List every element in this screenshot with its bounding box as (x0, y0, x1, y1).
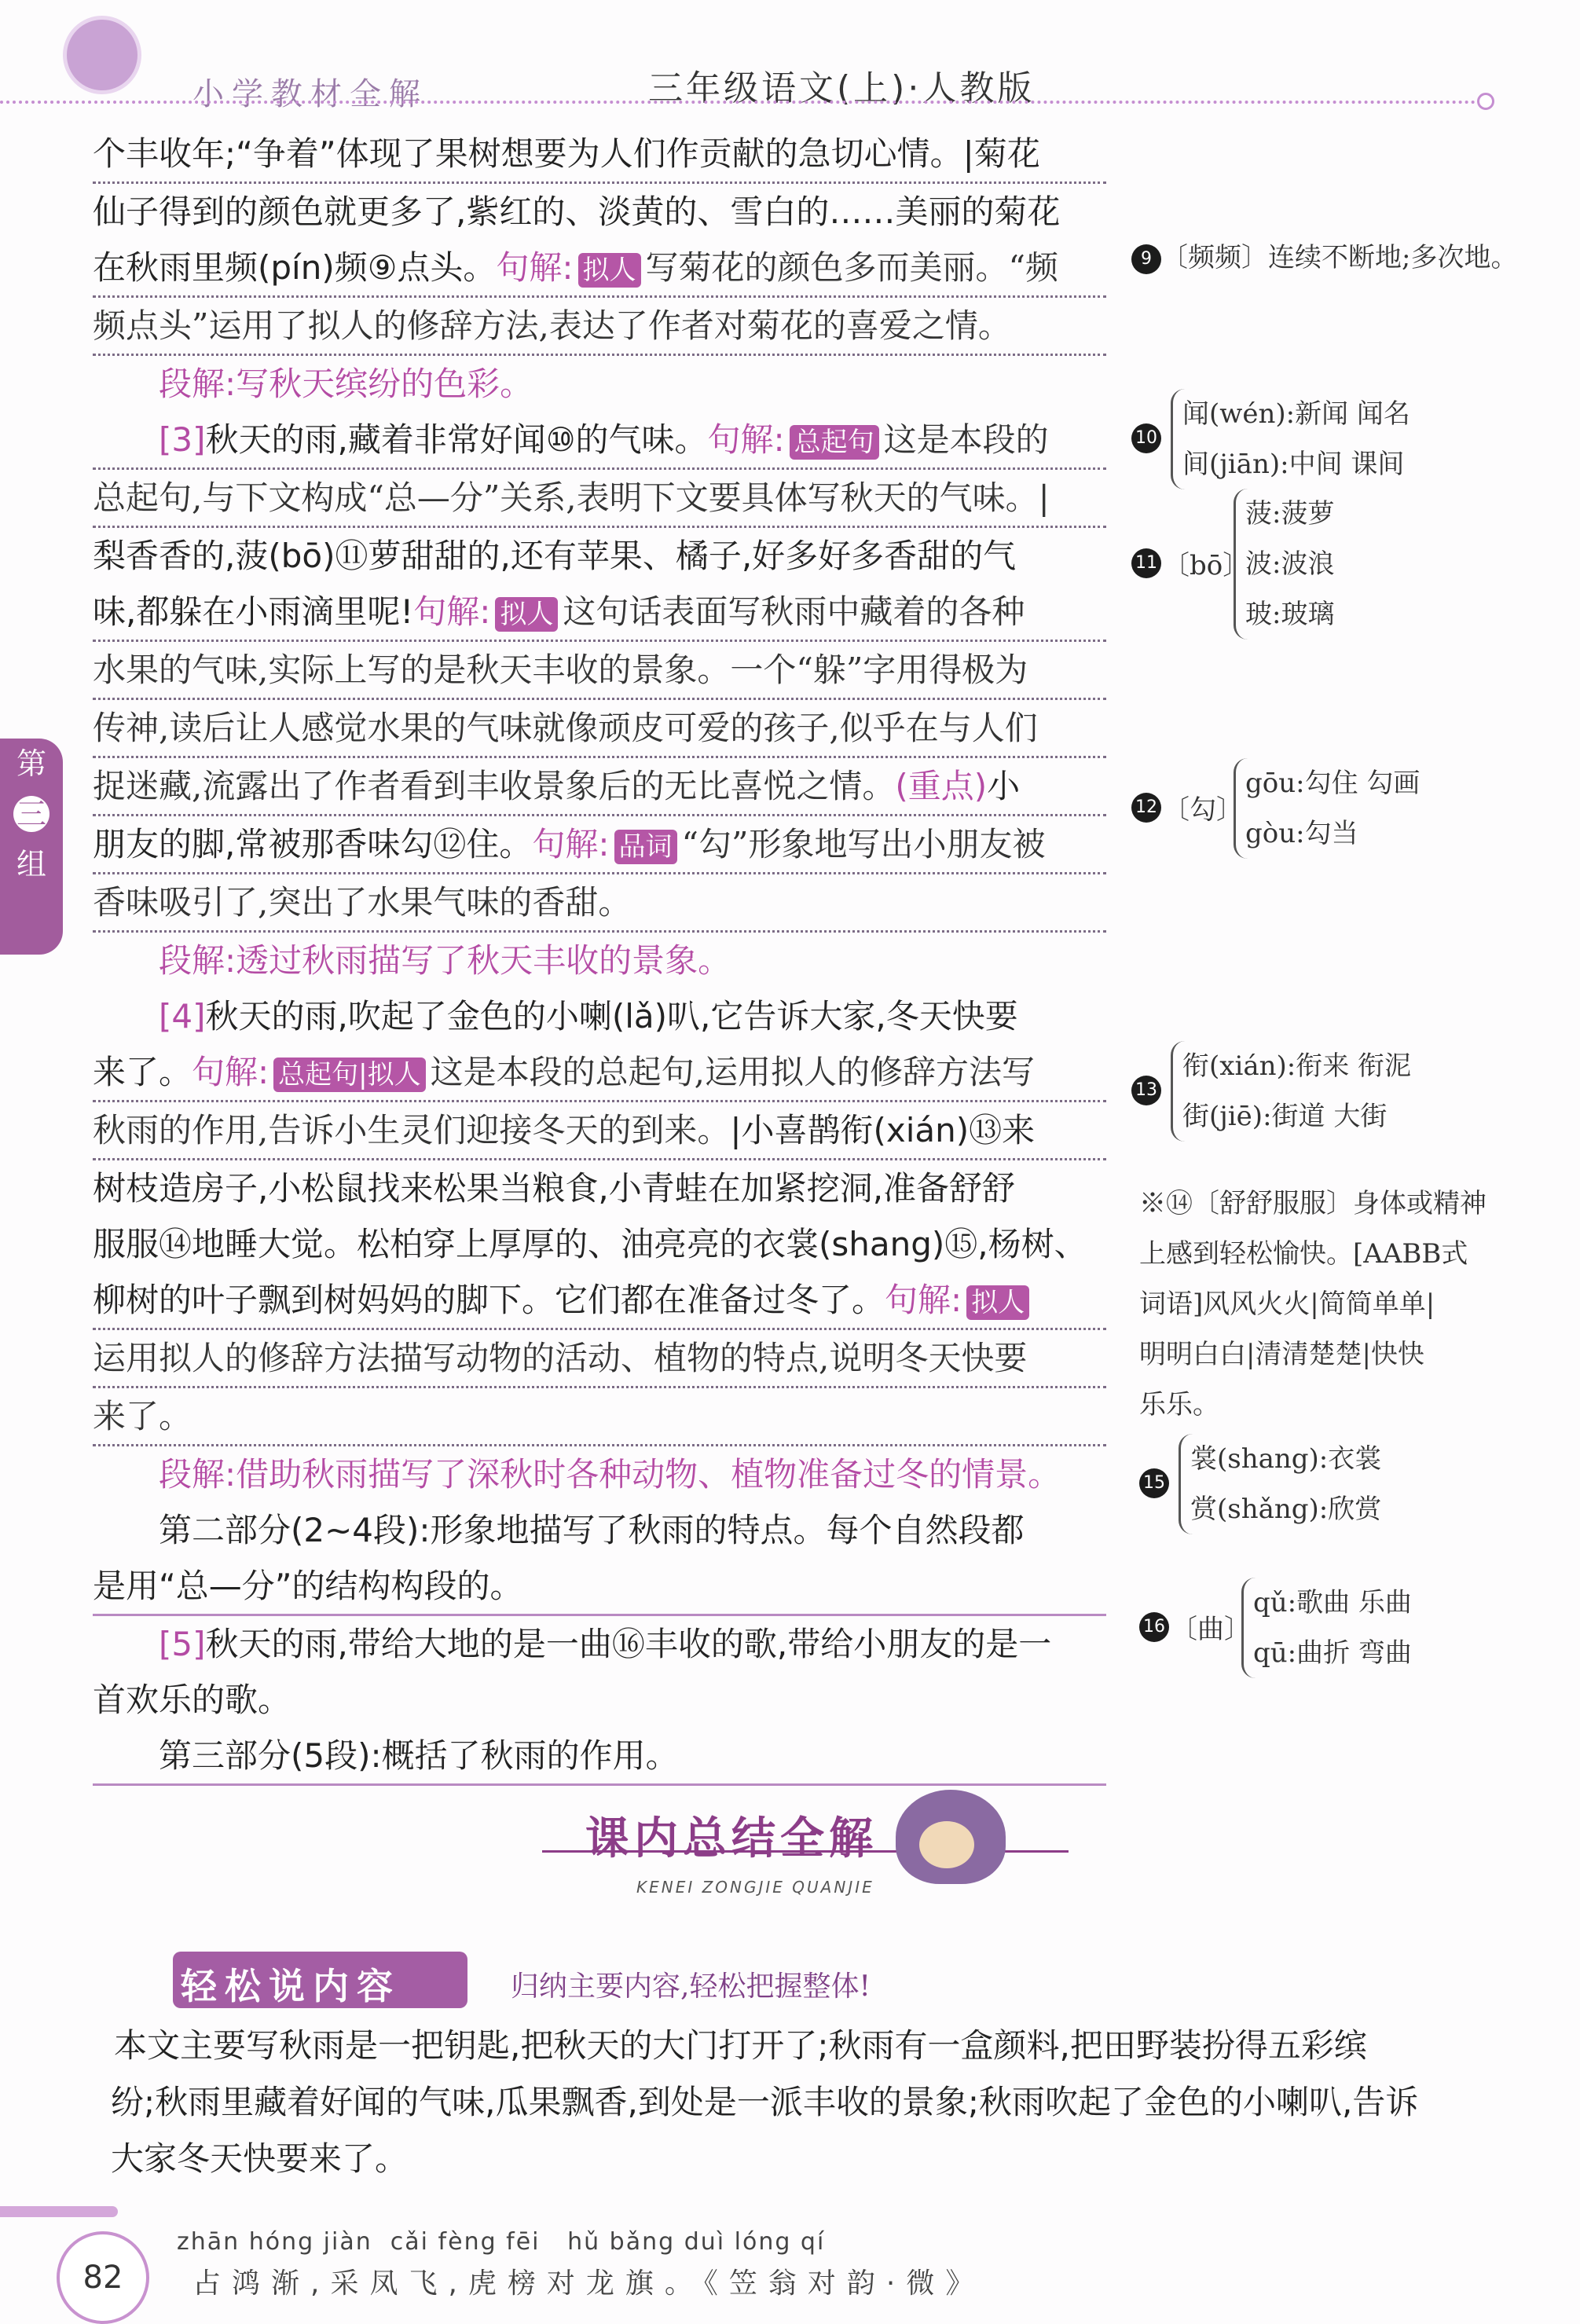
unit-tab-top: 第 (16, 746, 46, 781)
section-banner-subtitle: KENEI ZONGJIE QUANJIE (636, 1878, 874, 1897)
text-segment: 服服⑭地睡大觉。松柏穿上厚厚的、油亮亮的衣裳(shang)⑮,杨树、 (93, 1225, 1087, 1263)
text-segment: 个丰收年;“争着”体现了果树想要为人们作贡献的急切心情。|菊花 (93, 134, 1040, 173)
note-line: 闻(wén):新闻 闻名 (1182, 398, 1410, 430)
unit-tab-bottom: 组 (16, 847, 46, 882)
text-segment: 树枝造房子,小松鼠找来松果当粮食,小青蛙在加紧挖洞,准备舒舒 (93, 1169, 1016, 1208)
footer-couplet: 占鸿渐,采凤飞,虎榜对龙旗。《笠翁对韵·微》 (192, 2267, 985, 2300)
note-13 (1131, 1041, 1411, 1142)
section-banner-title: 课内总结全解 (585, 1813, 878, 1864)
note-number: 15 (1139, 1468, 1169, 1498)
annotation-label: 句解: (532, 825, 610, 863)
text-line (93, 700, 1106, 758)
annotation-tag: 拟人 (578, 253, 641, 288)
text-line (93, 816, 1106, 874)
text-segment: 这是本段的总起句,运用拟人的修辞方法写 (430, 1053, 1035, 1091)
note-15 (1139, 1434, 1381, 1534)
text-segment: 来了。 (93, 1053, 192, 1091)
text-segment: 是用“总—分”的结构构段的。 (93, 1567, 523, 1605)
text-line (93, 1728, 1106, 1786)
text-segment: 秋天的雨,带给大地的是一曲⑯丰收的歌,带给小朋友的是一 (205, 1625, 1052, 1663)
annotation-label: 句解: (707, 420, 785, 459)
text-line (93, 1558, 1106, 1616)
summary-paragraph (111, 2018, 1497, 2187)
book-grade-title: 三年级语文(上)·人教版 (648, 68, 1036, 108)
note-number: 12 (1131, 793, 1161, 823)
text-segment: 秋天的雨,吹起了金色的小喇(lǎ)叭,它告诉大家,冬天快要 (205, 997, 1018, 1036)
annotation-label: 段解:透过秋雨描写了秋天丰收的景象。 (159, 941, 731, 980)
note-label: 〔勾〕 (1163, 794, 1243, 826)
text-line (93, 1672, 1106, 1728)
text-line (93, 356, 1106, 412)
text-line (93, 528, 1106, 584)
note-line: 裳(shang):衣裳 (1190, 1443, 1382, 1475)
text-line (93, 470, 1106, 528)
text-segment: 秋雨的作用,告诉小生灵们迎接冬天的到来。 (93, 1111, 731, 1149)
speak-note: 归纳主要内容,轻松把握整体! (511, 1970, 871, 2003)
text-line (93, 126, 1106, 184)
note-line: 街(jiē):街道 大街 (1182, 1101, 1388, 1132)
annotation-label: [5] (159, 1625, 206, 1663)
annotation-label: (重点) (895, 767, 988, 805)
text-line (93, 298, 1106, 356)
note-16 (1139, 1578, 1412, 1678)
note-line: 间(jiān):中间 课间 (1182, 449, 1405, 480)
annotation-label: [4] (159, 997, 206, 1036)
text-line (93, 1502, 1106, 1558)
text-segment: 水果的气味,实际上写的是秋天丰收的景象。一个“躲”字用得极为 (93, 651, 1028, 689)
text-segment: 香味吸引了,突出了水果气味的香甜。 (93, 883, 632, 922)
annotation-label: [3] (159, 420, 206, 459)
note-line: gòu:勾当 (1245, 818, 1358, 849)
text-segment: 仙子得到的颜色就更多了,紫红的、淡黄的、雪白的……美丽的菊花 (93, 192, 1061, 231)
header-dot (1477, 93, 1494, 110)
annotation-tag: 总起句 (790, 425, 879, 460)
annotation-tag: 拟人 (495, 597, 558, 632)
annotation-label: 句解: (496, 248, 574, 287)
note-number: 16 (1139, 1612, 1169, 1642)
note-line: 上感到轻松愉快。[AABB式 (1139, 1238, 1468, 1270)
text-line (93, 1272, 1106, 1330)
note-line: ※⑭〔舒舒服服〕身体或精神 (1139, 1188, 1487, 1219)
note-label: 〔曲〕 (1171, 1614, 1251, 1645)
text-segment: 这句话表面写秋雨中藏着的各种 (563, 592, 1025, 631)
text-segment: 传神,读后让人感觉水果的气味就像顽皮可爱的孩子,似乎在与人们 (93, 709, 1038, 747)
text-line (93, 1216, 1106, 1272)
summary-line: 本文主要写秋雨是一把钥匙,把秋天的大门打开了;秋雨有一盒颜料,把田野装扮得五彩缤 (114, 2026, 1367, 2065)
text-line (93, 412, 1106, 470)
speak-title: 轻松说内容 (181, 1965, 401, 2007)
note-line: 菠:菠萝 (1245, 498, 1335, 530)
note-number: 13 (1131, 1076, 1161, 1105)
note-number: 10 (1131, 423, 1161, 453)
text-line (93, 240, 1106, 298)
text-line (93, 874, 1106, 933)
note-line: 词语]风风火火|简简单单| (1139, 1288, 1435, 1320)
text-line (93, 1616, 1106, 1672)
text-line (93, 1330, 1106, 1388)
note-10 (1131, 389, 1410, 489)
text-segment: 频点头”运用了拟人的修辞方法,表达了作者对菊花的喜爱之情。 (93, 306, 1011, 345)
text-segment: 总起句,与下文构成“总—分”关系,表明下文要具体写秋天的气味。| (93, 478, 1050, 517)
text-line (93, 584, 1106, 642)
logo (63, 16, 141, 94)
note-line: 衔(xián):衔来 衔泥 (1182, 1050, 1412, 1082)
page-number: 82 (57, 2231, 149, 2324)
text-segment: |小喜鹊衔(xián)⑬来 (730, 1111, 1036, 1149)
text-segment: 小 (987, 767, 1021, 805)
text-segment: 朋友的脚,常被那香味勾⑫住。 (93, 825, 533, 863)
text-line (93, 184, 1106, 240)
text-line (93, 642, 1106, 700)
summary-line: 纷;秋雨里藏着好闻的气味,瓜果飘香,到处是一派丰收的景象;秋雨吹起了金色的小喇叭,告诉 (111, 2083, 1419, 2121)
text-segment: 第二部分(2~4段):形象地描写了秋雨的特点。每个自然段都 (159, 1511, 1025, 1549)
text-line (93, 933, 1106, 988)
annotation-tag: 拟人 (966, 1285, 1029, 1320)
text-segment: 来了。 (93, 1397, 192, 1435)
unit-tab-number: 三 (13, 796, 49, 832)
note-line: 赏(shǎng):欣赏 (1190, 1494, 1382, 1525)
text-segment: 运用拟人的修辞方法描写动物的活动、植物的特点,说明冬天快要 (93, 1339, 1028, 1377)
hedgehog-mascot (896, 1790, 1006, 1884)
annotation-label: 段解:借助秋雨描写了深秋时各种动物、植物准备过冬的情景。 (159, 1455, 1061, 1494)
annotation-label: 段解:写秋天缤纷的色彩。 (159, 365, 533, 403)
footer-bar (0, 2206, 118, 2217)
note-text: 〔频频〕连续不断地;多次地。 (1161, 242, 1518, 273)
note-number: 9 (1131, 244, 1161, 274)
text-line (93, 758, 1106, 816)
text-segment: 味,都躲在小雨滴里呢! (93, 592, 414, 631)
note-number: 11 (1131, 548, 1161, 578)
note-line: qǔ:歌曲 乐曲 (1253, 1587, 1412, 1618)
note-9 (1131, 236, 1517, 274)
text-segment: 第三部分(5段):概括了秋雨的作用。 (159, 1736, 679, 1775)
annotation-label: 句解: (885, 1281, 962, 1319)
annotation-label: 句解: (413, 592, 491, 631)
text-segment: 梨香香的,菠(bō)⑪萝甜甜的,还有苹果、橘子,好多好多香甜的气 (93, 537, 1017, 575)
text-segment: 在秋雨里频(pín)频⑨点头。 (93, 248, 497, 287)
text-segment: 首欢乐的歌。 (93, 1681, 291, 1719)
note-label: 〔bō〕 (1163, 550, 1250, 581)
text-line (93, 1102, 1106, 1160)
note-11 (1131, 489, 1334, 640)
text-line (93, 988, 1106, 1044)
text-segment: 这是本段的 (883, 420, 1049, 459)
main-text (93, 126, 1106, 1786)
summary-line: 大家冬天快要来了。 (111, 2139, 409, 2178)
note-line: 乐乐。 (1139, 1389, 1219, 1420)
unit-tab (0, 739, 63, 955)
text-line (93, 1160, 1106, 1216)
note-12 (1131, 758, 1420, 859)
text-segment: 写菊花的颜色多而美丽。“频 (645, 248, 1059, 287)
text-segment: “勾”形象地写出小朋友被 (681, 825, 1046, 863)
annotation-label: 句解: (192, 1053, 269, 1091)
text-line (93, 1446, 1106, 1502)
note-line: 明明白白|清清楚楚|快快 (1139, 1339, 1424, 1370)
text-segment: 捉迷藏,流露出了作者看到丰收景象后的无比喜悦之情。 (93, 767, 896, 805)
header-divider (0, 101, 1489, 104)
text-segment: 秋天的雨,藏着非常好闻⑩的气味。 (205, 420, 708, 459)
note-line: gōu:勾住 勾画 (1245, 768, 1421, 799)
note-line: 波:波浪 (1245, 548, 1335, 580)
note-line: qū:曲折 弯曲 (1253, 1637, 1412, 1669)
text-segment: 柳树的叶子飘到树妈妈的脚下。它们都在准备过冬了。 (93, 1281, 885, 1319)
annotation-tag: 总起句|拟人 (273, 1058, 425, 1092)
text-line (93, 1388, 1106, 1446)
footer-pinyin: zhān hóng jiàn cǎi fèng fēi hǔ bǎng duì lóng qí (177, 2228, 826, 2256)
annotation-tag: 品词 (614, 830, 677, 864)
note-line: 玻:玻璃 (1245, 599, 1335, 630)
text-line (93, 1044, 1106, 1102)
book-series-title: 小学教材全解 (192, 76, 428, 112)
note-14 (1139, 1178, 1487, 1430)
